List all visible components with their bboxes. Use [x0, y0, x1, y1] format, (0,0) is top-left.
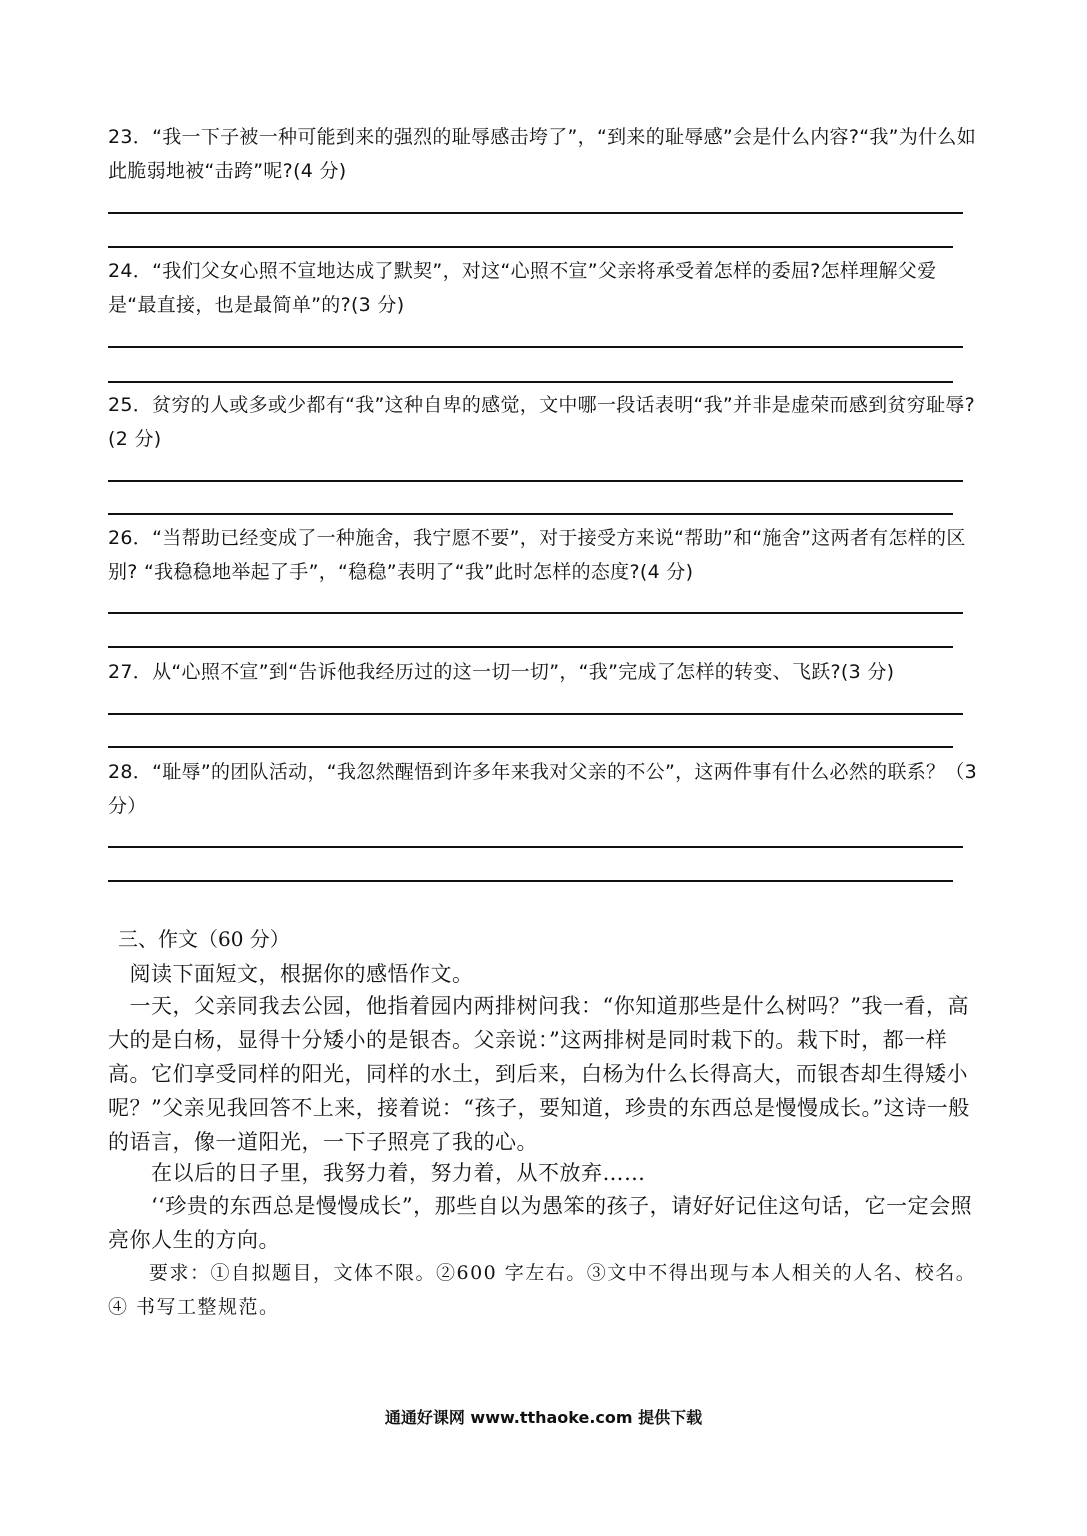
question-28: 28．“耻辱”的团队活动，“我忽然醒悟到许多年来我对父亲的不公”，这两件事有什么必然的联系？（3 分）: [108, 761, 978, 817]
question-26: 26．“当帮助已经变成了一种施舍，我宁愿不要”，对于接受方来说“帮助”和“施舍”这两者有怎样的区别? “我稳稳地举起了手”，“稳稳”表明了“我”此时怎样的态度?(4 分): [108, 527, 966, 583]
answer-line[interactable]: [108, 846, 963, 848]
question-27: 27．从“心照不宣”到“告诉他我经历过的这一切一切”，“我”完成了怎样的转变、飞跃?(3 分): [108, 661, 895, 683]
essay-paragraph: 在以后的日子里，我努力着，努力着，从不放弃……: [108, 1161, 646, 1185]
essay-instruction: 阅读下面短文，根据你的感悟作文。: [108, 962, 474, 986]
question-23: 23．“我一下子被一种可能到来的强烈的耻辱感击垮了”，“到来的耻辱感”会是什么内容?“我”为什么如此脆弱地被“击跨”呢?(4 分): [108, 126, 977, 182]
answer-line[interactable]: [108, 646, 953, 648]
section-title: 三、作文（60 分）: [118, 927, 290, 951]
question-25: 25．贫穷的人或多或少都有“我”这种自卑的感觉，文中哪一段话表明“我”并非是虚荣而感到贫穷耻辱?(2 分): [108, 394, 976, 450]
answer-line[interactable]: [108, 612, 963, 614]
essay-requirements: 要求：①自拟题目，文体不限。②600 字左右。③文中不得出现与本人相关的人名、校名。④ 书写工整规范。: [108, 1262, 977, 1318]
answer-line[interactable]: [108, 212, 963, 214]
essay-paragraph: ‘‘珍贵的东西总是慢慢成长”，那些自以为愚笨的孩子，请好好记住这句话，它一定会照亮你人生的方向。: [108, 1194, 973, 1252]
essay-paragraph: 一天，父亲同我去公园，他指着园内两排树问我：“你知道那些是什么树吗？”我一看，高大的是白杨，显得十分矮小的是银杏。父亲说：”这两排树是同时栽下的。栽下时，都一样高。它们享受同样的阳光，同样的水土，到后来，白杨为什么长得高大，而银杏却生得矮小呢？”父亲见我回答不上来，接着说：“孩子，要知道，珍贵的东西总是慢慢成长。”这诗一般的语言，像一道阳光，一下子照亮了我的心。: [108, 994, 970, 1154]
answer-line[interactable]: [108, 513, 953, 515]
answer-line[interactable]: [108, 381, 953, 383]
answer-line[interactable]: [108, 346, 963, 348]
answer-line[interactable]: [108, 880, 953, 882]
answer-line[interactable]: [108, 746, 953, 748]
question-24: 24．“我们父女心照不宣地达成了默契”，对这“心照不宣”父亲将承受着怎样的委屈?怎样理解父爱是“最直接，也是最简单”的?(3 分): [108, 260, 937, 316]
answer-line[interactable]: [108, 713, 963, 715]
answer-line[interactable]: [108, 480, 963, 482]
footer-source: 通通好课网 www.tthaoke.com 提供下载: [384, 1408, 703, 1427]
answer-line[interactable]: [108, 246, 953, 248]
